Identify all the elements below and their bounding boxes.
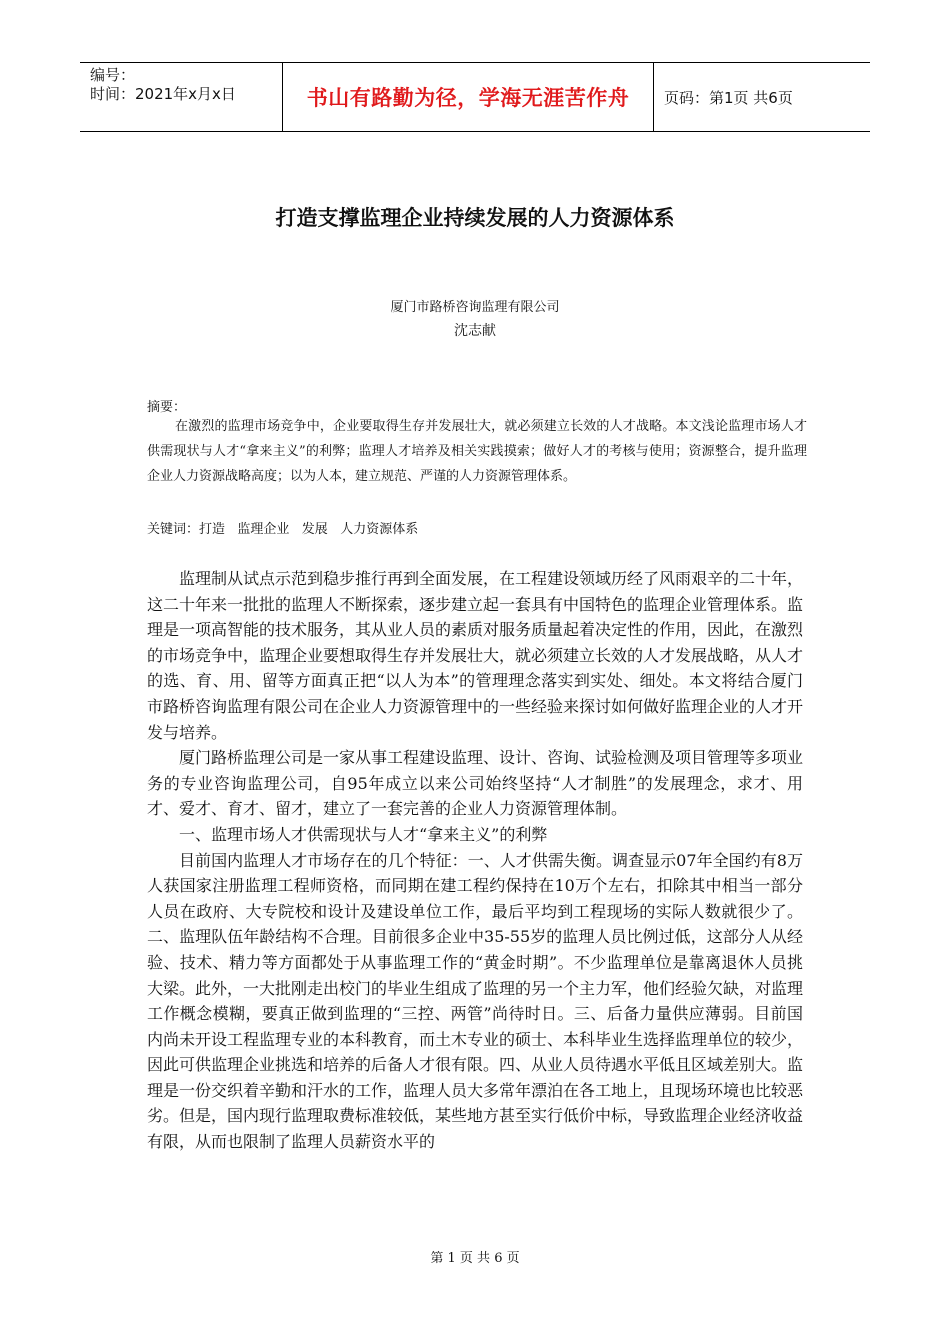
header-page-cell [654,63,870,131]
paragraph: 监理制从试点示范到稳步推行再到全面发展，在工程建设领域历经了风雨艰辛的二十年，这二十年来一批批的监理人不断探索，逐步建立起一套具有中国特色的监理企业管理体系。监理是一项高智能的技术服务，其从业人员的素质对服务质量起着决定性的作用，因此，在激烈的市场竞争中，监理企业要想取得生存并发展壮大，就必须建立长效的人才发展战略，从人才的选、育、用、留等方面真正把“以人为本”的管理理念落实到实处、细处。本文将结合厦门市路桥咨询监理有限公司在企业人力资源管理中的一些经验来探讨如何做好监理企业的人才开发与培养。 [147,569,804,742]
abstract-label: 摘要： [147,400,187,415]
header-left-cell [80,63,282,131]
header-motto-cell [282,63,654,131]
abstract-text: 在激烈的监理市场竞争中，企业要取得生存并发展壮大，就必须建立长效的人才战略。本文浅论监理市场人才供需现状与人才“拿来主义”的利弊；监理人才培养及相关实践摸索；做好人才的考核与使用；资源整合，提升监理企业人力资源战略高度；以为人本，建立规范、严谨的人力资源管理体系。 [147,419,807,484]
company-name: 厦门市路桥咨询监理有限公司 [390,300,560,315]
number-label: 编号： [90,66,136,84]
author-name: 沈志献 [454,323,496,339]
section-heading: 一、监理市场人才供需现状与人才“拿来主义”的利弊 [179,824,548,844]
time-label: 时间：2021年x月x日 [90,85,236,103]
document-title: 打造支撑监理企业持续发展的人力资源体系 [275,206,675,230]
page-footer: 第 1 页 共 6 页 [430,1251,520,1266]
paragraph: 厦门路桥监理公司是一家从事工程建设监理、设计、咨询、试验检测及项目管理等多项业务的专业咨询监理公司，自95年成立以来公司始终坚持“人才制胜”的发展理念，求才、用才、爱才、育才、留才，建立了一套完善的企业人力资源管理体制。 [147,748,804,819]
motto: 书山有路勤为径，学海无涯苦作舟 [306,86,630,110]
keywords: 关键词：打造 监理企业 发展 人力资源体系 [147,522,419,537]
page-label: 页码：第1页 共6页 [664,88,793,107]
header-table [80,62,870,132]
body-text [147,566,803,1155]
paragraph: 目前国内监理人才市场存在的几个特征：一、人才供需失衡。调查显示07年全国约有8万人获国家注册监理工程师资格，而同期在建工程约保持在10万个左右，扣除其中相当一部分人员在政府、大专院校和设计及建设单位工作，最后平均到工程现场的实际人数就很少了。二、监理队伍年龄结构不合理。目前很多企业中35-55岁的监理人员比例过低，这部分人从经验、技术、精力等方面都处于从事监理工作的“黄金时期”。不少监理单位是靠离退休人员挑大梁。此外，一大批刚走出校门的毕业生组成了监理的另一个主力军，他们经验欠缺，对监理工作概念模糊，要真正做到监理的“三控、两管”尚待时日。三、后备力量供应薄弱。目前国内尚未开设工程监理专业的本科教育，而土木专业的硕士、本科毕业生选择监理单位的较少，因此可供监理企业挑选和培养的后备人才很有限。四、从业人员待遇水平低且区域差别大。监理是一份交织着辛勤和汗水的工作，监理人员大多常年漂泊在各工地上，且现场环境也比较恶劣。但是，国内现行监理取费标准较低，某些地方甚至实行低价中标，导致监理企业经济收益有限，从而也限制了监理人员薪资水平的 [147,850,804,1152]
